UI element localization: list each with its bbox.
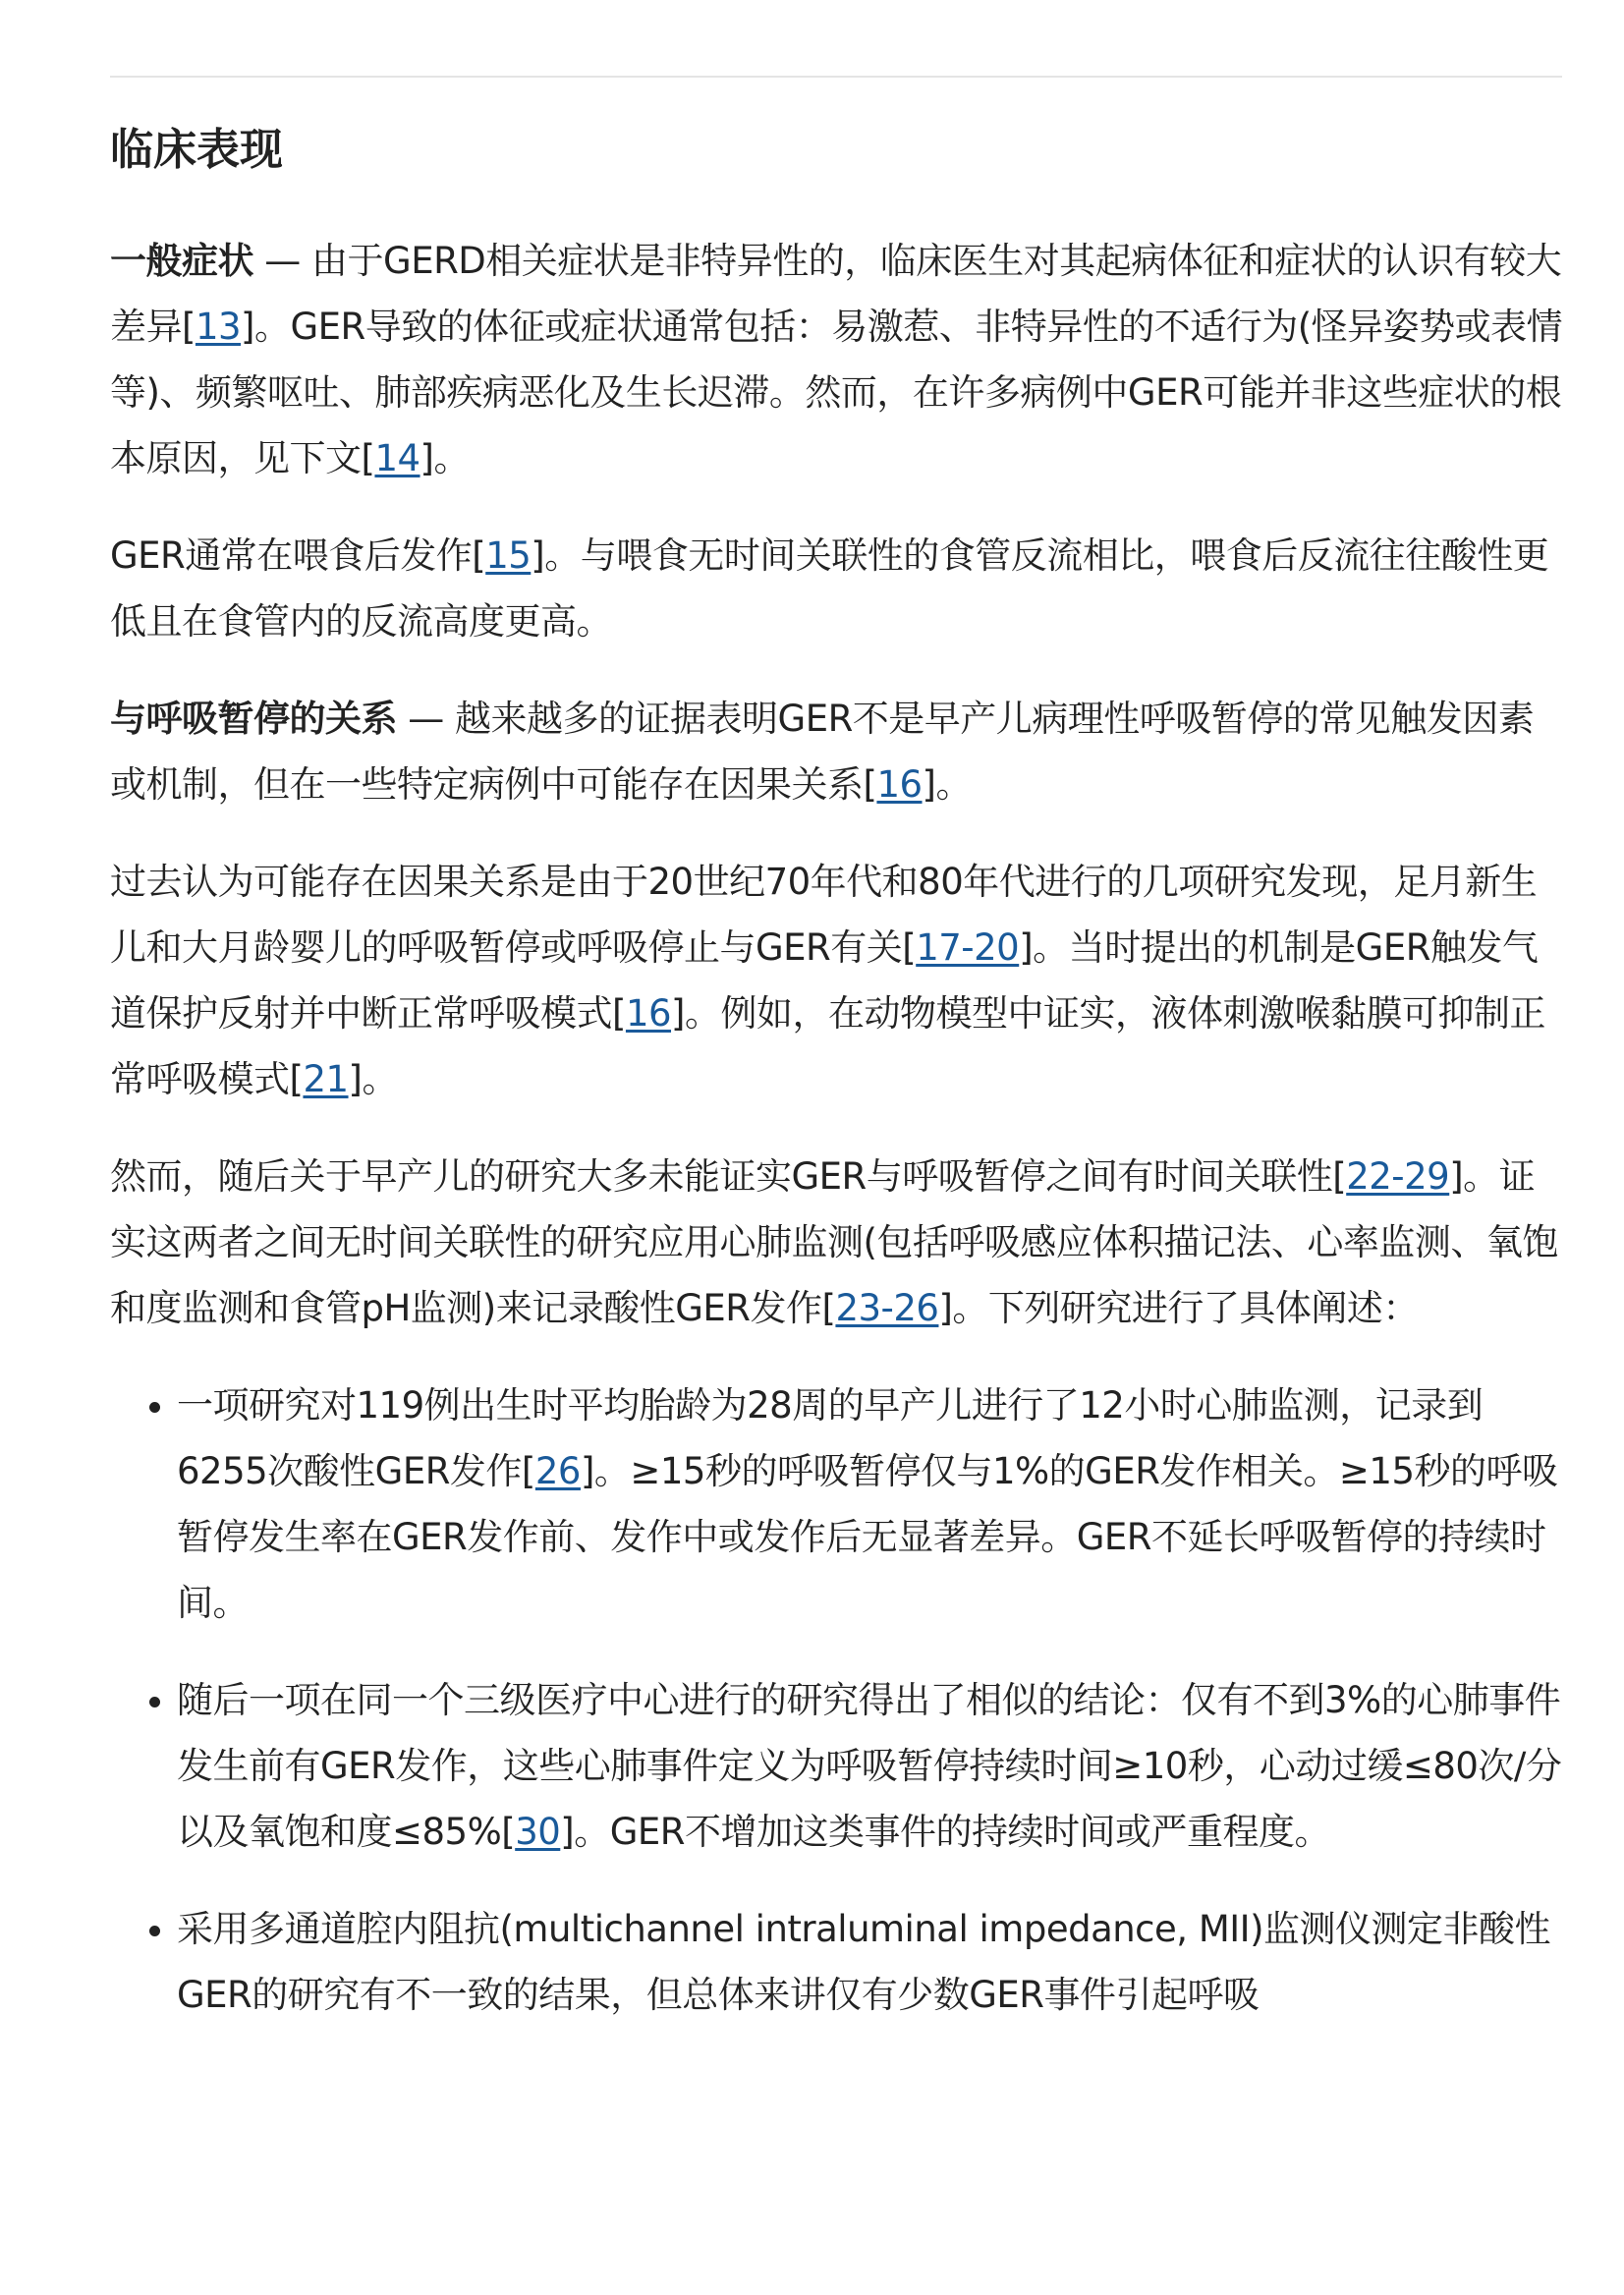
- reference-link[interactable]: 13: [195, 306, 242, 348]
- article-content: [110, 116, 1564, 2059]
- list-item-text: ]。GER不增加这类事件的持续时间或严重程度。: [560, 1811, 1330, 1853]
- paragraph-text: 然而，随后关于早产儿的研究大多未能证实GER与呼吸暂停之间有时间关联性[: [110, 1155, 1347, 1198]
- list-item-text: 一项研究对119例出生时平均胎龄为28周的早产儿进行了12小时心肺监测，记录到6255次酸性GER发作[: [177, 1384, 1484, 1492]
- paragraph-general-symptoms: [110, 228, 1564, 491]
- reference-link[interactable]: 16: [625, 992, 672, 1035]
- top-divider: [110, 76, 1562, 78]
- paragraph-lead: 一般症状: [110, 240, 253, 282]
- list-item-text: 采用多通道腔内阻抗(multichannel intraluminal impedance, MII)监测仪测定非酸性GER的研究有不一致的结果，但总体来讲仅有少数GER事件引起呼吸: [177, 1908, 1550, 2016]
- section-title: 临床表现: [110, 125, 283, 175]
- list-item-text: 随后一项在同一个三级医疗中心进行的研究得出了相似的结论：仅有不到3%的心肺事件发生前有GER发作，这些心肺事件定义为呼吸暂停持续时间≥10秒，心动过缓≤80次/分以及氧饱和度≤85%[: [177, 1679, 1562, 1853]
- reference-link[interactable]: 23-26: [835, 1287, 939, 1329]
- paragraph-text: ]。证实这两者之间无时间关联性的研究应用心肺监测(包括呼吸感应体积描记法、心率监测、氧饱和度监测和食管pH监测)来记录酸性GER发作[: [110, 1155, 1558, 1329]
- paragraph-text: GER通常在喂食后发作[: [110, 534, 486, 577]
- paragraph-text: — 越来越多的证据表明GER不是早产儿病理性呼吸暂停的常见触发因素或机制，但在一些特定病例中可能存在因果关系[: [110, 698, 1535, 806]
- paragraph-lead: 与呼吸暂停的关系: [110, 698, 397, 740]
- paragraph-text: ]。: [922, 763, 972, 806]
- list-item: [110, 1667, 1564, 1865]
- paragraph-later-studies: [110, 1144, 1564, 1341]
- reference-link[interactable]: 21: [303, 1058, 349, 1100]
- reference-link[interactable]: 30: [515, 1811, 561, 1853]
- reference-link[interactable]: 17-20: [916, 926, 1020, 969]
- paragraph-text: ]。: [420, 437, 470, 479]
- reference-link[interactable]: 26: [534, 1450, 581, 1492]
- paragraph-text: ]。例如，在动物模型中证实，液体刺激喉黏膜可抑制正常呼吸模式[: [110, 992, 1545, 1100]
- paragraph-text: ]。下列研究进行了具体阐述：: [938, 1287, 1419, 1329]
- reference-link[interactable]: 22-29: [1346, 1155, 1450, 1198]
- paragraph-text: 过去认为可能存在因果关系是由于20世纪70年代和80年代进行的几项研究发现，足月新生儿和大月龄婴儿的呼吸暂停或呼吸停止与GER有关[: [110, 861, 1538, 969]
- list-item: [110, 1372, 1564, 1636]
- list-item-text: ]。≥15秒的呼吸暂停仅与1%的GER发作相关。≥15秒的呼吸暂停发生率在GER发作前、发作中或发作后无显著差异。GER不延长呼吸暂停的持续时间。: [177, 1450, 1558, 1624]
- paragraph-text: ]。当时提出的机制是GER触发气道保护反射并中断正常呼吸模式[: [110, 926, 1539, 1035]
- bullet-dot-icon: [149, 1926, 160, 1936]
- paragraph-text: ]。GER导致的体征或症状通常包括：易激惹、非特异性的不适行为(怪异姿势或表情等)、频繁呕吐、肺部疾病恶化及生长迟滞。然而，在许多病例中GER可能并非这些症状的根本原因，见下文[: [110, 306, 1563, 479]
- study-list: [110, 1372, 1564, 2028]
- reference-link[interactable]: 14: [374, 437, 420, 479]
- reference-link[interactable]: 15: [485, 534, 532, 577]
- paragraph-text: ]。与喂食无时间关联性的食管反流相比，喂食后反流往往酸性更低且在食管内的反流高度更高。: [110, 534, 1549, 643]
- list-item: [110, 1896, 1564, 2028]
- reference-link[interactable]: 16: [876, 763, 923, 806]
- bullet-dot-icon: [149, 1697, 160, 1707]
- paragraph-text: — 由于GERD相关症状是非特异性的，临床医生对其起病体征和症状的认识有较大差异[: [110, 240, 1562, 348]
- paragraph-text: ]。: [348, 1058, 398, 1100]
- bullet-dot-icon: [149, 1402, 160, 1413]
- paragraph-apnea-relation: [110, 686, 1564, 817]
- paragraph-feeding: [110, 523, 1564, 654]
- paragraph-history: [110, 849, 1564, 1112]
